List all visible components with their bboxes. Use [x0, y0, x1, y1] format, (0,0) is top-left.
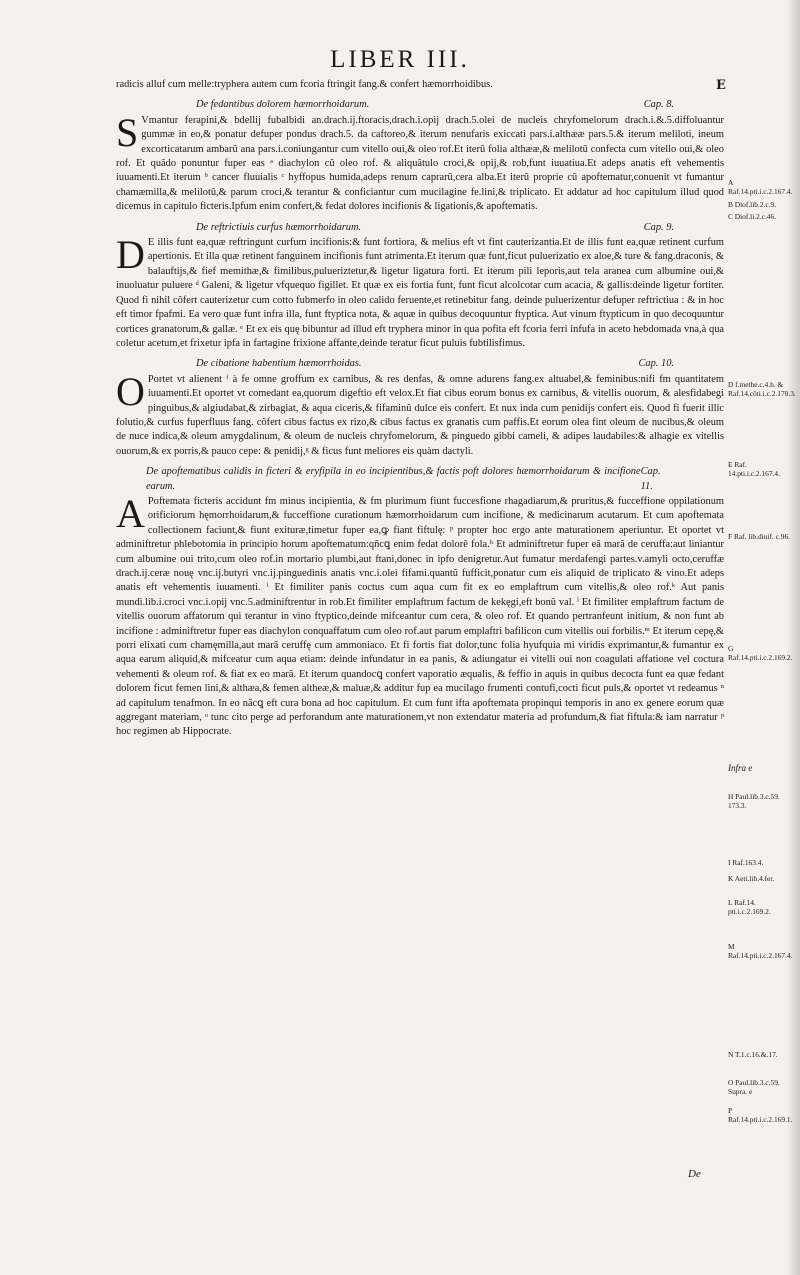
chapter-body: Poftemata ficteris accidunt fm minus incipientia, & fm plurimum fiunt fuccesfione rhagadiarum,& pruritus,& fucceffione oppilationum orificiorum hęmorrhoidarum,& fucceffione curationum hæmorrhoidarum cum incifione, & medicinarum acutarum. Et cum apoftemata collectionem faciunt,& fiunt exituræ,timetur fuper ea,ꝙ fiant fiftulę: ᵖ propter hoc ergo ante maturationem aperiuntur. Et oportet vt adminiftretur phlebotomia in principio horum apoftematum:qñcꝗ enim fedat dolorẽ fola.ʰ Et adminiftretur fuper eã marã de ceruffa:aut liniantur cum albumine oui trito,cum oleo rof.in mortario plumbi,aut ftani,donec in ipfo denigretur.Aut fumatur merdafengi partes.v.amyli octo,ceruffæ drach.ij.ceræ nouę vnc.ij.butyri vnc.ij.pinguedinis anatis vnc.i.olei fifami.quantũ fufficit,ponatur cum eis aliquid de triplicato & vino.Et adeps anatis eft vehementis iuuamenti. ⁱ Et fimiliter panis coctus cum aqua cum fit ex eo emplaftrum cum vitellis,& oleo rof.ᵏ Aut panis mundi.lib.i.croci vnc.i.opij vnc.5.adminiftrentur in rob.Et fimiliter emplaftrum factum de kekęgi,eft bonũ val. ˡ Et fimiliter emplaftrum factum de vitellis ouorum affatorum qui terantur in vino ftyptico,deinde mifceantur cum cera, & oleo rof. Et quando pertranfeunt initium, & non funt ab incifione : adminiftretur fuper eas diachylon conquaffatum cum oleo rof.aut parum emplaftri bafilicon cum vitellis oui forbilis.ᵐ Et iterum cepę,& porri elixati cum chamęmilla,aut marã ceruffę cum ammoniaco. Et fi fortis fiat dolor,tunc folia hyufquia mi viridis exprimantur,& fumantur ex aqua earum aliquid,& mifceatur cum aqua etiam: deinde infundatur in ea panis, & adiungatur ei vitelli oui non coagulati affatione vel coctura vehementi & oleum rof. & fiat ex eo marã. Et iterum quandocꝗ confert vaporatio æqualis, & feffio in aquis in quibus decocta funt ea quæ fedant dolorem ficut femen lini,& althæa,& femen altheæ,& maluæ,& additur fup ea mucilago frumenti contufi,cocti ficut puls,& oportet vt redeamus ⁿ ad capitulum tenafmon. In eo nãcꝗ eft cura bona ad hoc capitulum. Et cum funt ifta apoftemata propinqui temporis in ano ex genere eorum quæ aggregant materiam, ᵒ tunc cito perge ad perforandum ante maturationem,vt non extendatur materia ad profundum,& fiat fiftula:& iam narratur ᵖ hoc regimen ab Hippocrate. — [116, 495, 724, 738]
signature-letter: E — [716, 78, 726, 93]
margin-note: H Paul.lib.3.c.59. 173.3. — [728, 792, 780, 810]
margin-note: G Raf.14.pti.i.c.2.169.2. — [728, 644, 793, 662]
chapter-11 — [116, 465, 724, 740]
margin-note: I Raf.163.4. — [728, 858, 764, 867]
chapter-number: Cap. 8. — [643, 99, 674, 111]
chapter-text — [116, 368, 724, 459]
margin-note: N T.1.c.16.&.17. — [728, 1050, 778, 1059]
chapter-number: Cap. 11. — [640, 466, 661, 492]
margin-note: P Raf.14.pti.i.c.2.169.1. — [728, 1106, 793, 1124]
catchword: De — [688, 1168, 701, 1180]
margin-note: L Raf.14. pti.i.c.2.169.2. — [728, 898, 771, 916]
chapter-number: Cap. 10. — [638, 358, 674, 370]
chapter-8 — [116, 98, 724, 214]
chapter-text — [116, 232, 724, 351]
chapter-heading — [116, 221, 724, 235]
initial-letter: A — [116, 490, 145, 536]
margin-note: D f.methe.c.4.h. & Raf.14.cõti.i.c.2.170.3. — [728, 380, 796, 398]
running-header: LIBER III. — [330, 46, 470, 73]
margin-note: E Raf. 14.pti.i.c.2.167.4. — [728, 460, 780, 478]
chapter-title: De fedantibus dolorem hæmorrhoidarum. — [196, 99, 370, 111]
margin-note: F Raf. lib.diuif. c.96. — [728, 532, 790, 541]
chapter-9 — [116, 221, 724, 352]
chapter-title: De cibatione habentium hæmorrhoidas. — [196, 358, 362, 370]
chapter-title: De reftrictiuis curfus hæmorrhoidarum. — [196, 221, 362, 233]
chapter-heading — [116, 465, 724, 494]
chapter-body: Vmantur ferapini,& bdellij fubalbidi an.drach.ij.ftoracis,drach.i.opij drach.5.olei de nucleis chryfomelorum drach.i.&.5.diffoluantur gummæ in eo,& ponatur defuper pondus drach.5. da caftoreo,& iterum nenufaris exiccati pars.i.althææ pars.5.& iterum meliloti, ineum excorticatarum ambarũ ana pars.i.coniungantur cum vitello oui,& oleo rof.Et iterũ folia althææ,& melilotũ confecta cum vitello oui,& oleo rof. Et quãdo ponuntur fuper eas ᵃ diachylon cũ oleo rof. & aliquãtulo croci,& opij,& rob,funt iuuatiua.Et adeps anatis eft vehementis iuuamenti.Et iterum ᵇ cancer fluuialis ᶜ hyffopus humida,adeps renum caprarũ,cera alba.Et iterũ proprie cũ apoftematur,conuenit vt fumantur chamæmilla,& melilotũ,& parum croci,& terantur & conficiantur cum mucilagine fe.lini,& triplicato. Et addatur ad hoc capitulum illud quod dicemus in capitulo ficteris.Ipfum enim confert,& fedat dolores incifionis & ligationis,& apoftematis. — [116, 114, 724, 213]
margin-note: C Diof.li.2.c.46. — [728, 212, 777, 221]
initial-letter: O — [116, 368, 145, 414]
margin-note: K Aeti.lib.4.fer. — [728, 874, 775, 883]
chapter-text — [116, 490, 724, 740]
initial-letter: D — [116, 232, 145, 278]
margin-note: Infra e — [728, 763, 753, 773]
margin-note: B Diof.lib.2.c.9. — [728, 200, 777, 209]
opening-line: radicis alluf cum melle:tryphera autem cum fcoria ftringit fang.& confert hæmorrhoidibus. — [116, 79, 493, 90]
margin-note: M Raf.14.pti.i.c.2.167.4. — [728, 942, 793, 960]
chapter-heading — [116, 357, 724, 371]
chapter-body: Portet vt alienent ᶠ à fe omne groffum ex carnibus, & res denfas, & omne adurens fang.ex altuabel,& feminibus:nifi fm quantitatem iuuamenti.Et oportet vt comedant ea,quorum digeftio eft velox.Et fiat cibus eorum bonus ex carnibus, & vitellis ouorum, & alesfidabegi pinguibus,& algiudabat,& zirbagiat, & aqua ciceris,& fifaminũ dulce eis confert. Et nux inda cum penidijs confert eis. Quod fi fuerit illic folutio,& curfus fuperfluus fang. cõfert cibus factus ex rizo,& cibus factus ex granatis cum paffis.Et eorum olea fint oleum de nucibus,& oleum de nuce indica,& oleum amygdalinum, & oleum de nucleis chryfomelorum, & pinguedo gibbi cameli, & adipes laudabiles:& alhagie ex vitellis ouorum,& ex porris,& pauco cepe: & penidij,ᵍ & ficus funt meliores eis quàm dactyli. — [116, 373, 724, 457]
chapter-heading — [116, 98, 724, 112]
margin-note: O Paul.lib.3.c.59. Supra. e — [728, 1078, 780, 1096]
chapter-title: De apoftematibus calidis in ficteri & eryfipila in eo incipientibus,& factis poft dolores hæmorrhoidarum & incifione earum. — [146, 466, 641, 492]
chapter-body: E illis funt ea,quæ reftringunt curfum incifionis:& funt fortiora, & melius eft vt fint cauterizantia.Et de illis funt ea,quæ retinent curfum apertionis. Et illa quæ retinent fanguinem incifionis funt atrimenta.Et iterum quæ funt,ficut puluerizatio ex aloe,& ture & fang.draconis, & balauftijs,& fief memithæ,& fimilibus,pulueriztetur,& ligetur ligatura forti. Et iterum pili leporis,aut tela aranea cum albumine oui,& inuoluatur puluere ᵈ Galeni, & ligetur vfquequo figillet. Et quæ ex eis fortia funt, funt ficut alcolcotar cum acacia, & gallis:deinde ligetur fortiter. Quod fi nihil cõfert cauterizetur cum cotto fubmerfo in oleo calido feruente,et retinebitur fang. deinde puluerizentur defuper reftrictiua : & in hoc eft timor fpafmi. Ea vero quæ funt infra illa, funt ftyptica nota, & aquæ in quibus decoquuntur ftyptica. Aut vinum ftypticum in quo decoquuntur cortices granatorum,& gallæ. ᵉ Et ex eis quę bibuntur ad illud eft tryphera minor in qua pofita eft fcoria ferri infufa in aceto hebdomada vna,à qua coletur acetum,et frixetur ipfa in fartagine frixione affante,deinde teratur ficut puluis fubtilisfimus. — [116, 237, 724, 349]
chapter-text — [116, 109, 724, 215]
margin-note: A Raf.14.pti.i.c.2.167.4. — [728, 178, 793, 196]
main-text — [116, 78, 724, 740]
initial-letter: S — [116, 109, 139, 155]
chapter-10 — [116, 357, 724, 459]
chapter-number: Cap. 9. — [643, 221, 674, 233]
